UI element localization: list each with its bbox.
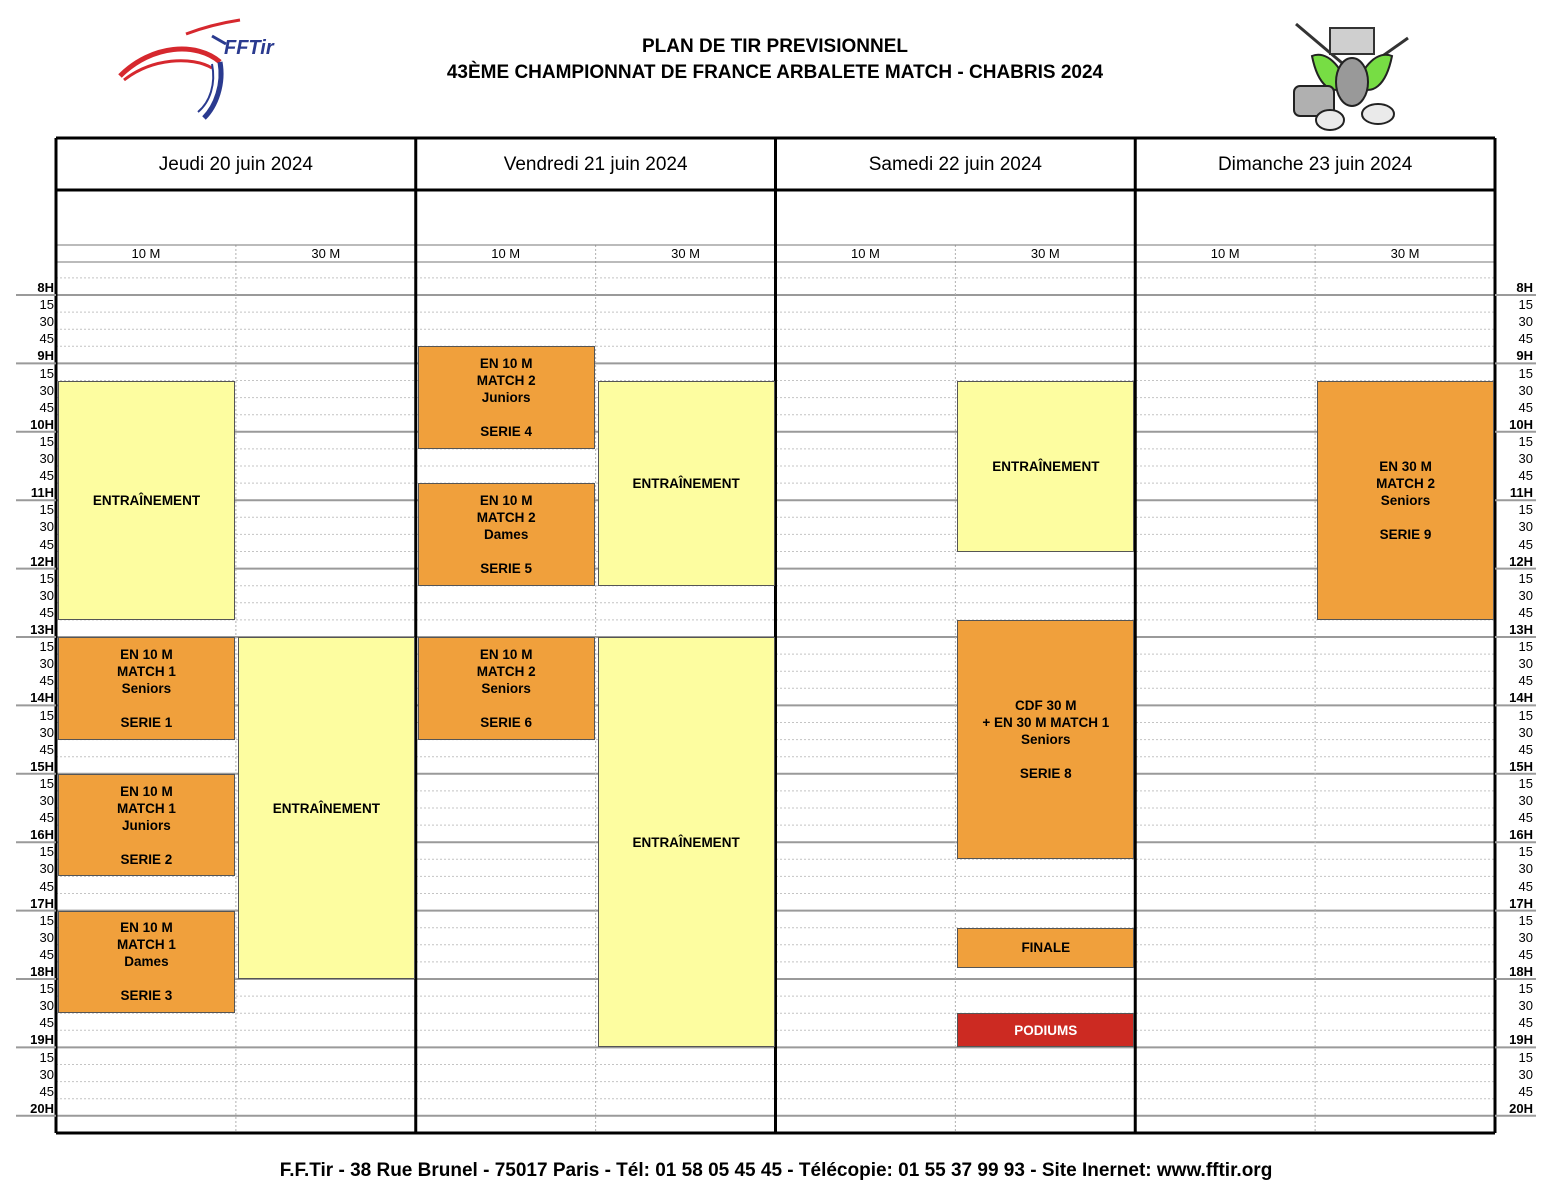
time-label-right: 8H bbox=[1516, 280, 1533, 295]
time-label-right: 9H bbox=[1516, 348, 1533, 364]
schedule-block bbox=[58, 637, 235, 740]
time-label-left: 15 bbox=[39, 707, 54, 723]
schedule-block bbox=[418, 346, 595, 449]
schedule-block-line: MATCH 2 bbox=[476, 509, 536, 525]
time-label-left: 45 bbox=[39, 878, 54, 894]
time-label-right: 15 bbox=[1518, 639, 1533, 655]
schedule-block bbox=[418, 637, 595, 740]
time-label-right: 15 bbox=[1518, 981, 1533, 997]
schedule-block-line: MATCH 1 bbox=[116, 663, 176, 679]
time-label-right: 45 bbox=[1518, 399, 1533, 415]
time-label-right: 15 bbox=[1518, 775, 1533, 791]
footer-contact: F.F.Tir - 38 Rue Brunel - 75017 Paris - Tél: 01 58 05 45 45 - Télécopie: 01 55 37 99 93 - Site Inernet: www.fftir.org bbox=[279, 1160, 1273, 1181]
time-label-right: 45 bbox=[1518, 946, 1533, 962]
schedule-block bbox=[598, 381, 775, 586]
time-label-left: 15 bbox=[39, 981, 54, 997]
schedule-block bbox=[957, 1013, 1134, 1047]
time-label-right: 15 bbox=[1518, 365, 1533, 381]
time-label-left: 19H bbox=[30, 1032, 54, 1048]
schedule-block-line: SERIE 5 bbox=[480, 560, 533, 576]
day-header-3: Dimanche 23 juin 2024 bbox=[1217, 154, 1413, 175]
time-label-right: 13H bbox=[1509, 622, 1533, 637]
time-label-left: 30 bbox=[39, 519, 54, 535]
time-label-right: 45 bbox=[1518, 810, 1533, 826]
title-line-2: 43ÈME CHAMPIONNAT DE FRANCE ARBALETE MATCH - CHABRIS 2024 bbox=[446, 62, 1104, 83]
schedule-block bbox=[598, 637, 775, 1047]
schedule-block-line: ENTRAÎNEMENT bbox=[632, 834, 740, 850]
time-label-right: 45 bbox=[1518, 331, 1533, 347]
time-label-left: 30 bbox=[39, 793, 54, 808]
time-label-right: 18H bbox=[1509, 964, 1533, 979]
title-line-1: PLAN DE TIR PREVISIONNEL bbox=[641, 36, 909, 57]
schedule-block-line: EN 10 M bbox=[479, 646, 533, 662]
schedule-block-line: SERIE 9 bbox=[1379, 526, 1432, 542]
schedule-block-line: Juniors bbox=[122, 817, 171, 833]
schedule-block-line: EN 10 M bbox=[120, 646, 173, 662]
time-label-right: 30 bbox=[1518, 587, 1533, 603]
schedule-block-line: FINALE bbox=[1021, 940, 1071, 956]
schedule-block-line: MATCH 2 bbox=[476, 373, 536, 389]
time-label-left: 30 bbox=[39, 1066, 54, 1082]
schedule-block-line: PODIUMS bbox=[1014, 1022, 1078, 1038]
time-label-left: 15 bbox=[39, 502, 54, 518]
time-label-right: 11H bbox=[1509, 485, 1533, 501]
schedule-block-line: ENTRAÎNEMENT bbox=[992, 458, 1100, 474]
time-label-left: 15 bbox=[39, 1049, 54, 1065]
day-header-1: Vendredi 21 juin 2024 bbox=[503, 154, 688, 175]
time-label-right: 30 bbox=[1518, 314, 1533, 330]
time-label-left: 15 bbox=[39, 297, 54, 313]
schedule-block-line: EN 30 M bbox=[1379, 458, 1432, 474]
schedule-block bbox=[58, 911, 235, 1014]
schedule-block bbox=[1317, 381, 1494, 620]
time-label-left: 30 bbox=[39, 656, 54, 672]
time-label-left: 12H bbox=[30, 553, 54, 569]
time-label-right: 30 bbox=[1518, 793, 1533, 808]
schedule-block-line: CDF 30 M bbox=[1015, 698, 1077, 714]
time-label-right: 20H bbox=[1509, 1100, 1533, 1116]
schedule-block-line: SERIE 1 bbox=[120, 714, 173, 730]
range-header-2-1: 30 M bbox=[1030, 246, 1060, 261]
schedule-block-line: SERIE 3 bbox=[120, 988, 173, 1004]
schedule-block-line: SERIE 8 bbox=[1019, 766, 1072, 782]
time-label-left: 14H bbox=[30, 690, 54, 706]
range-header-0-0: 10 M bbox=[131, 246, 161, 261]
schedule-block bbox=[238, 637, 415, 979]
time-label-left: 15 bbox=[39, 775, 54, 791]
time-label-left: 10H bbox=[30, 416, 54, 432]
time-label-left: 8H bbox=[37, 280, 54, 295]
time-label-left: 15 bbox=[39, 639, 54, 655]
time-label-left: 15 bbox=[39, 844, 54, 860]
time-label-right: 15 bbox=[1518, 844, 1533, 860]
time-label-right: 30 bbox=[1518, 861, 1533, 877]
time-label-left: 45 bbox=[39, 741, 54, 757]
time-label-right: 15 bbox=[1518, 912, 1533, 928]
schedule-block-line: SERIE 4 bbox=[480, 424, 533, 440]
time-label-left: 30 bbox=[39, 929, 54, 945]
range-header-3-1: 30 M bbox=[1390, 246, 1420, 261]
time-label-left: 45 bbox=[39, 810, 54, 826]
time-label-left: 15 bbox=[39, 912, 54, 928]
time-label-left: 30 bbox=[39, 724, 54, 740]
schedule-block-line: EN 10 M bbox=[120, 920, 173, 936]
range-header-1-0: 10 M bbox=[491, 246, 521, 261]
time-label-right: 30 bbox=[1518, 998, 1533, 1014]
time-label-left: 15 bbox=[39, 433, 54, 449]
day-header-0: Jeudi 20 juin 2024 bbox=[158, 154, 313, 175]
schedule-block-line: MATCH 1 bbox=[116, 937, 176, 953]
time-label-left: 15 bbox=[39, 365, 54, 381]
schedule-block-line: MATCH 1 bbox=[116, 800, 176, 816]
time-label-right: 15 bbox=[1518, 707, 1533, 723]
time-label-left: 9H bbox=[37, 348, 54, 364]
time-label-right: 12H bbox=[1509, 553, 1533, 569]
schedule-block-line: + EN 30 M MATCH 1 bbox=[982, 715, 1110, 731]
time-label-right: 45 bbox=[1518, 468, 1533, 484]
time-label-right: 45 bbox=[1518, 741, 1533, 757]
time-label-left: 45 bbox=[39, 1015, 54, 1031]
time-label-left: 30 bbox=[39, 314, 54, 330]
time-label-left: 17H bbox=[30, 895, 54, 911]
time-label-right: 10H bbox=[1509, 416, 1533, 432]
schedule-block-line: SERIE 2 bbox=[120, 851, 173, 867]
time-label-left: 45 bbox=[39, 946, 54, 962]
time-label-right: 45 bbox=[1518, 878, 1533, 894]
time-label-left: 30 bbox=[39, 861, 54, 877]
schedule-block bbox=[957, 620, 1134, 859]
time-label-right: 30 bbox=[1518, 656, 1533, 672]
time-label-right: 45 bbox=[1518, 673, 1533, 689]
time-label-right: 30 bbox=[1518, 724, 1533, 740]
time-label-right: 17H bbox=[1509, 895, 1533, 911]
time-label-right: 30 bbox=[1518, 382, 1533, 398]
time-label-left: 30 bbox=[39, 451, 54, 466]
schedule-block-line: EN 10 M bbox=[479, 356, 533, 372]
time-label-left: 15 bbox=[39, 570, 54, 586]
time-label-left: 30 bbox=[39, 998, 54, 1014]
range-header-2-0: 10 M bbox=[850, 246, 880, 261]
schedule-block-line: EN 10 M bbox=[479, 492, 533, 508]
time-label-right: 19H bbox=[1509, 1032, 1533, 1048]
time-label-right: 16H bbox=[1509, 827, 1533, 843]
time-label-left: 45 bbox=[39, 1083, 54, 1099]
schedule-block-line: MATCH 2 bbox=[1376, 475, 1436, 491]
schedule-block-line: ENTRAÎNEMENT bbox=[92, 492, 201, 508]
range-header-1-1: 30 M bbox=[671, 246, 701, 261]
schedule-block-line: Seniors bbox=[121, 680, 172, 696]
time-label-left: 45 bbox=[39, 468, 54, 484]
schedule-block-line: SERIE 6 bbox=[480, 714, 533, 730]
time-label-right: 14H bbox=[1509, 690, 1533, 706]
time-label-right: 30 bbox=[1518, 1066, 1533, 1082]
time-label-right: 30 bbox=[1518, 519, 1533, 535]
time-label-left: 16H bbox=[30, 827, 54, 843]
range-header-3-0: 10 M bbox=[1210, 246, 1240, 261]
time-label-left: 18H bbox=[30, 964, 54, 979]
time-label-right: 15 bbox=[1518, 570, 1533, 586]
time-label-left: 30 bbox=[39, 587, 54, 603]
time-label-left: 45 bbox=[39, 536, 54, 552]
schedule-block bbox=[58, 381, 235, 620]
schedule-block bbox=[58, 774, 235, 877]
fftir-logo-wordmark: FFTir bbox=[224, 37, 274, 59]
time-label-right: 45 bbox=[1518, 1083, 1533, 1099]
schedule-block-line: Juniors bbox=[481, 390, 531, 406]
schedule-block bbox=[957, 381, 1134, 552]
day-header-2: Samedi 22 juin 2024 bbox=[868, 154, 1042, 175]
time-label-left: 45 bbox=[39, 604, 54, 620]
time-label-right: 45 bbox=[1518, 1015, 1533, 1031]
time-label-right: 15 bbox=[1518, 433, 1533, 449]
time-label-left: 30 bbox=[39, 382, 54, 398]
time-label-left: 45 bbox=[39, 331, 54, 347]
schedule-block bbox=[957, 928, 1134, 968]
time-label-left: 13H bbox=[30, 622, 54, 637]
time-label-right: 30 bbox=[1518, 929, 1533, 945]
time-label-left: 11H bbox=[30, 485, 54, 501]
time-label-right: 15 bbox=[1518, 1049, 1533, 1065]
time-label-left: 45 bbox=[39, 399, 54, 415]
time-label-left: 15H bbox=[30, 758, 54, 774]
schedule-block-line: Seniors bbox=[481, 680, 531, 696]
time-label-right: 15 bbox=[1518, 502, 1533, 518]
time-label-right: 15H bbox=[1509, 758, 1533, 774]
schedule-block-line: MATCH 2 bbox=[476, 663, 536, 679]
time-label-right: 45 bbox=[1518, 536, 1533, 552]
schedule-block-line: Dames bbox=[484, 526, 529, 542]
schedule-block-line: ENTRAÎNEMENT bbox=[632, 475, 740, 491]
time-label-right: 30 bbox=[1518, 451, 1533, 466]
time-label-left: 20H bbox=[30, 1100, 54, 1116]
schedule-block-line: EN 10 M bbox=[120, 783, 173, 799]
schedule-block bbox=[418, 483, 595, 586]
range-header-0-1: 30 M bbox=[311, 246, 341, 261]
time-label-right: 45 bbox=[1518, 604, 1533, 620]
time-label-left: 45 bbox=[39, 673, 54, 689]
schedule-block-line: Dames bbox=[124, 954, 169, 970]
schedule-block-line: ENTRAÎNEMENT bbox=[272, 800, 380, 816]
time-label-right: 15 bbox=[1518, 297, 1533, 313]
schedule-block-line: Seniors bbox=[1380, 492, 1431, 508]
schedule-block-line: Seniors bbox=[1021, 732, 1071, 748]
